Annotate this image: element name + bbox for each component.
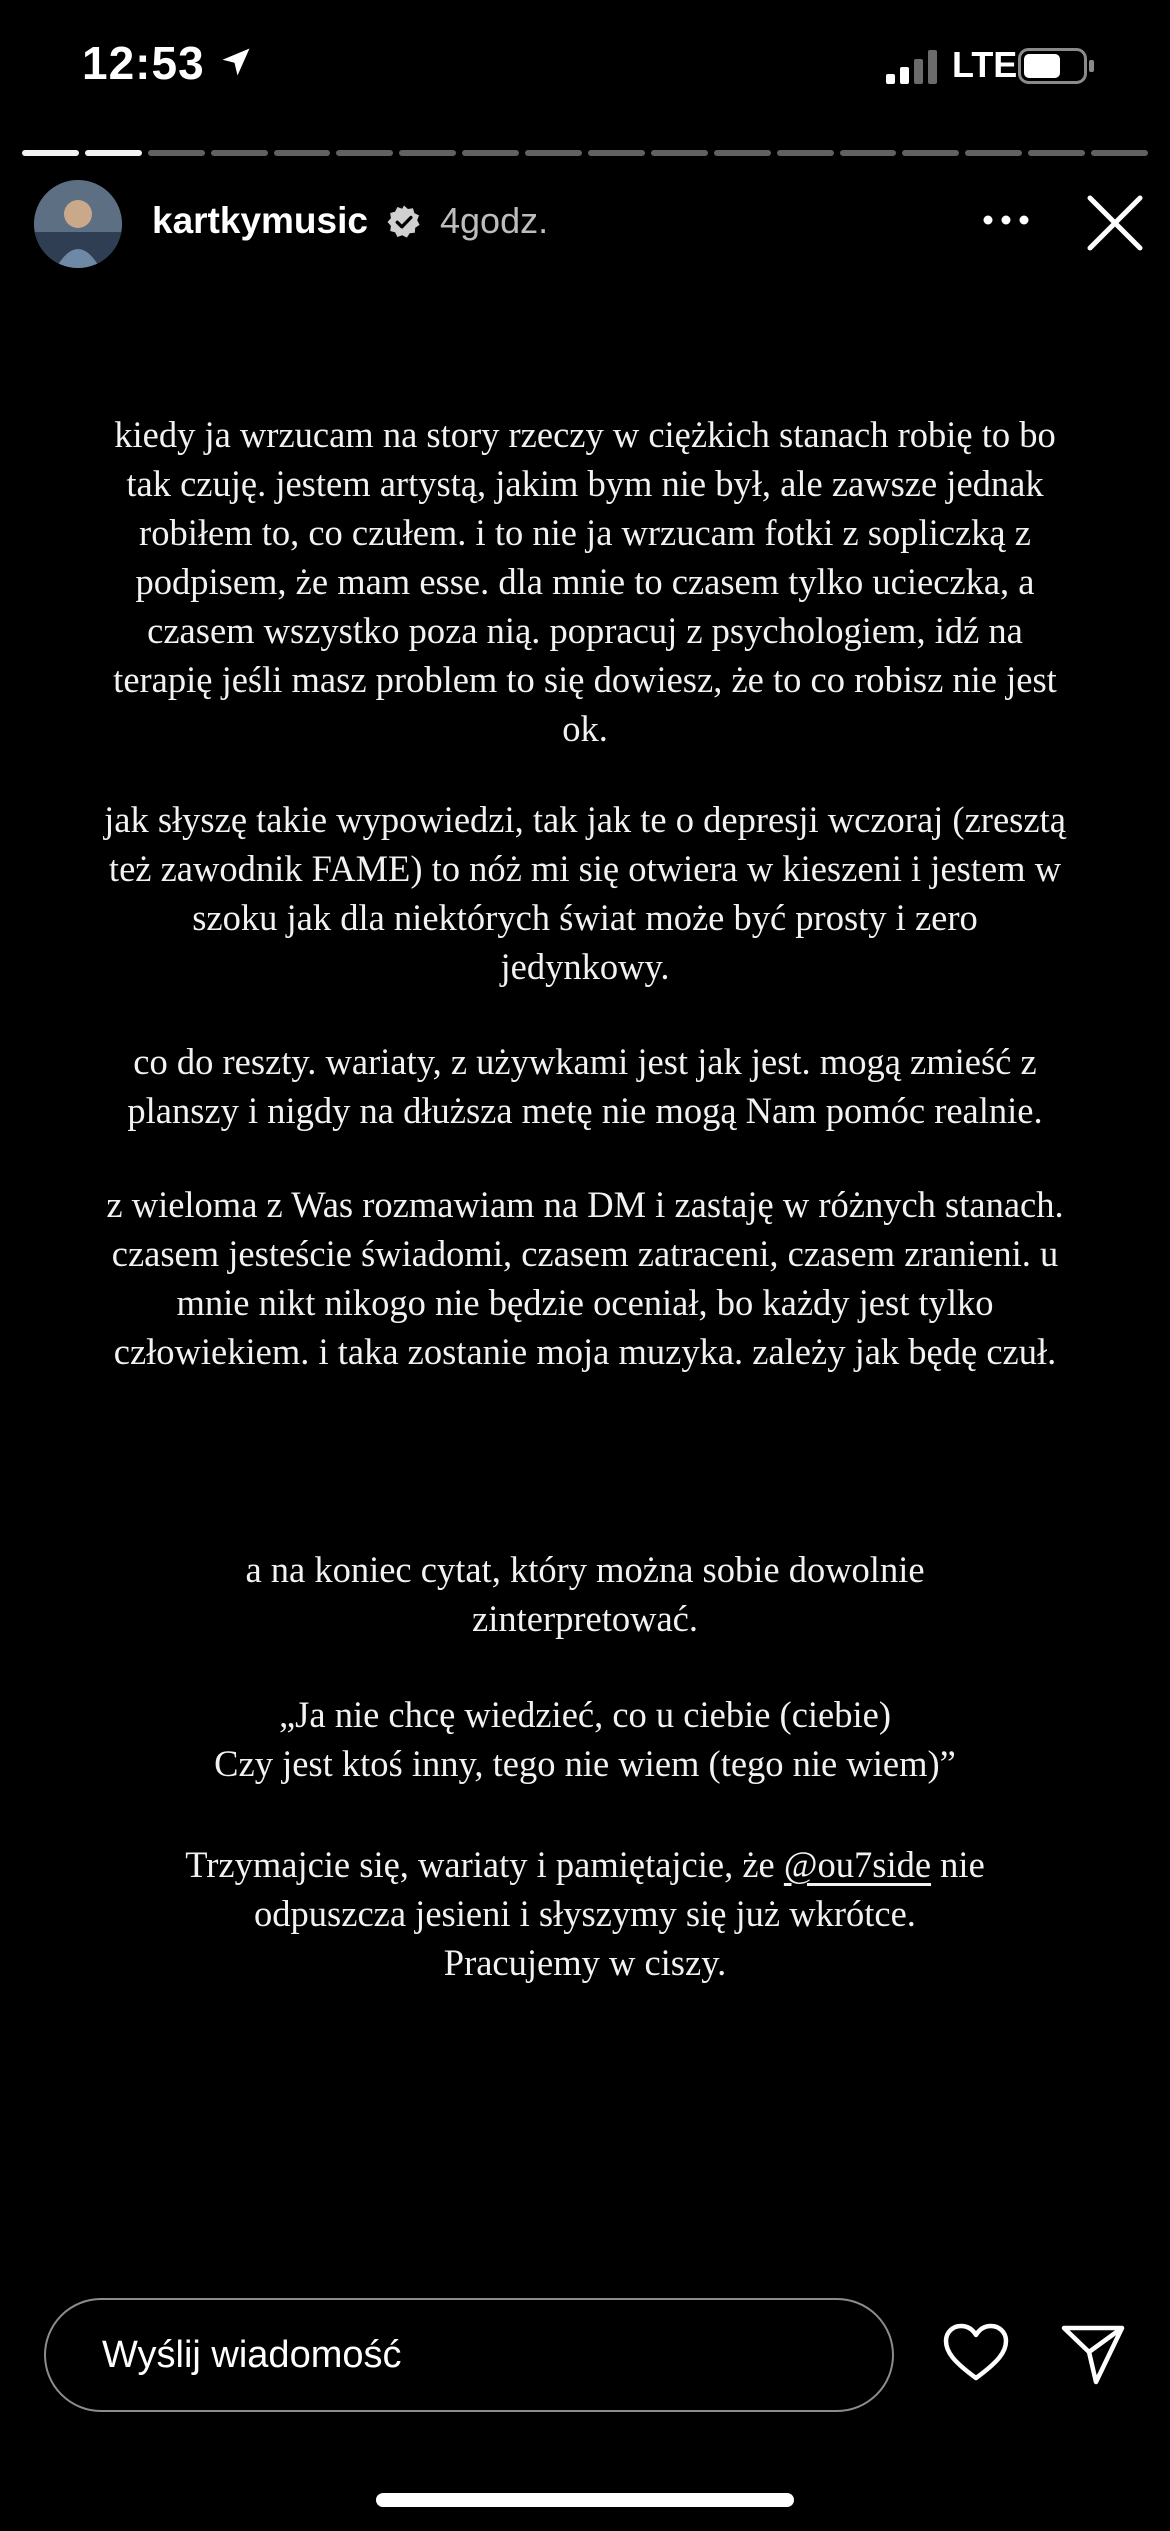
story-line: jedynkowy. [500,946,670,987]
story-progress-segment [525,150,582,156]
message-placeholder: Wyślij wiadomość [102,2334,402,2376]
carrier-label: LTE [952,44,1018,85]
story-line: podpisem, że mam esse. dla mnie to czasem tylko ucieczka, a [135,561,1035,602]
story-line: robiłem to, co czułem. i to nie ja wrzucam fotki z sopliczką z [139,512,1031,553]
story-progress-segment [902,150,959,156]
story-paragraph-1 [0,410,1170,753]
story-paragraph-3 [0,1037,1170,1135]
signal-icon [886,50,940,84]
story-line: czasem wszystko poza nią. popracuj z psychologiem, idź na [147,610,1023,651]
story-line: szoku jak dla niektórych świat może być prosty i zero [192,897,978,938]
message-input[interactable] [44,2298,894,2412]
story-line: a na koniec cytat, który można sobie dowolnie [245,1549,925,1590]
story-progress-segment [651,150,708,156]
story-line: terapię jeśli masz problem to się dowiesz, że to co robisz nie jest [113,659,1057,700]
story-progress-segment [714,150,771,156]
story-line: kiedy ja wrzucam na story rzeczy w ciężkich stanach robię to bo [114,414,1056,455]
story-paragraph-7 [0,1840,1170,1987]
post-time-ago: 4godz. [440,200,549,241]
story-progress-segment [148,150,205,156]
story-progress-segment [462,150,519,156]
story-line [0,1840,1170,1889]
story-progress-segment [399,150,456,156]
story-text-fragment: nie [931,1844,985,1885]
close-icon[interactable] [1084,192,1146,254]
story-paragraph-4 [0,1180,1170,1376]
heart-icon[interactable] [942,2322,1010,2384]
story-line: tak czuję. jestem artystą, jakim bym nie był, ale zawsze jednak [126,463,1044,504]
verified-badge-icon [386,204,422,240]
story-progress-segment [274,150,331,156]
story-line: człowiekiem. i taka zostanie moja muzyka. zależy jak będę czuł. [113,1331,1057,1372]
story-line: „Ja nie chcę wiedzieć, co u ciebie (ciebie) [278,1694,892,1735]
story-line: z wieloma z Was rozmawiam na DM i zastaję w różnych stanach. [106,1184,1064,1225]
story-line: Czy jest ktoś inny, tego nie wiem (tego nie wiem)” [214,1743,956,1784]
story-line: co do reszty. wariaty, z używkami jest jak jest. mogą zmieść z [133,1041,1037,1082]
location-arrow-icon [218,44,254,80]
story-line: planszy i nigdy na dłuższa metę nie mogą Nam pomóc realnie. [127,1090,1043,1131]
home-indicator [376,2493,794,2507]
more-icon[interactable] [978,200,1034,240]
story-line: jak słyszę takie wypowiedzi, tak jak te o depresji wczoraj (zresztą [104,799,1066,840]
story-line: zinterpretować. [472,1598,698,1639]
avatar[interactable] [34,180,122,268]
story-progress-segment [965,150,1022,156]
story-line: ok. [562,708,608,749]
story-line: czasem jesteście świadomi, czasem zatraceni, czasem zranieni. u [111,1233,1059,1274]
story-progress-segment [840,150,897,156]
story-progress-segment [777,150,834,156]
story-line: odpuszcza jesieni i słyszymy się już wkrótce. [254,1893,916,1934]
mention-link[interactable]: @ou7side [783,1844,932,1885]
story-progress-segment [85,150,142,156]
story-progress-segment [336,150,393,156]
story-progress-segment [588,150,645,156]
story-progress-segment [211,150,268,156]
story-line: Pracujemy w ciszy. [443,1942,727,1983]
story-quote [0,1690,1170,1788]
story-progress-segment [1028,150,1085,156]
story-progress-segment [22,150,79,156]
battery-icon [1018,48,1096,84]
status-bar [0,0,1170,130]
story-line: też zawodnik FAME) to nóż mi się otwiera w kieszeni i jestem w [108,848,1062,889]
send-icon[interactable] [1060,2322,1126,2386]
story-text-fragment: Trzymajcie się, wariaty i pamiętajcie, że [185,1844,784,1885]
story-paragraph-2 [0,795,1170,991]
story-paragraph-5 [0,1545,1170,1643]
story-progress-bar [22,150,1148,156]
status-time: 12:53 [82,37,205,89]
username[interactable]: kartkymusic [152,200,368,241]
story-progress-segment [1091,150,1148,156]
story-line: mnie nikt nikogo nie będzie oceniał, bo każdy jest tylko [176,1282,994,1323]
